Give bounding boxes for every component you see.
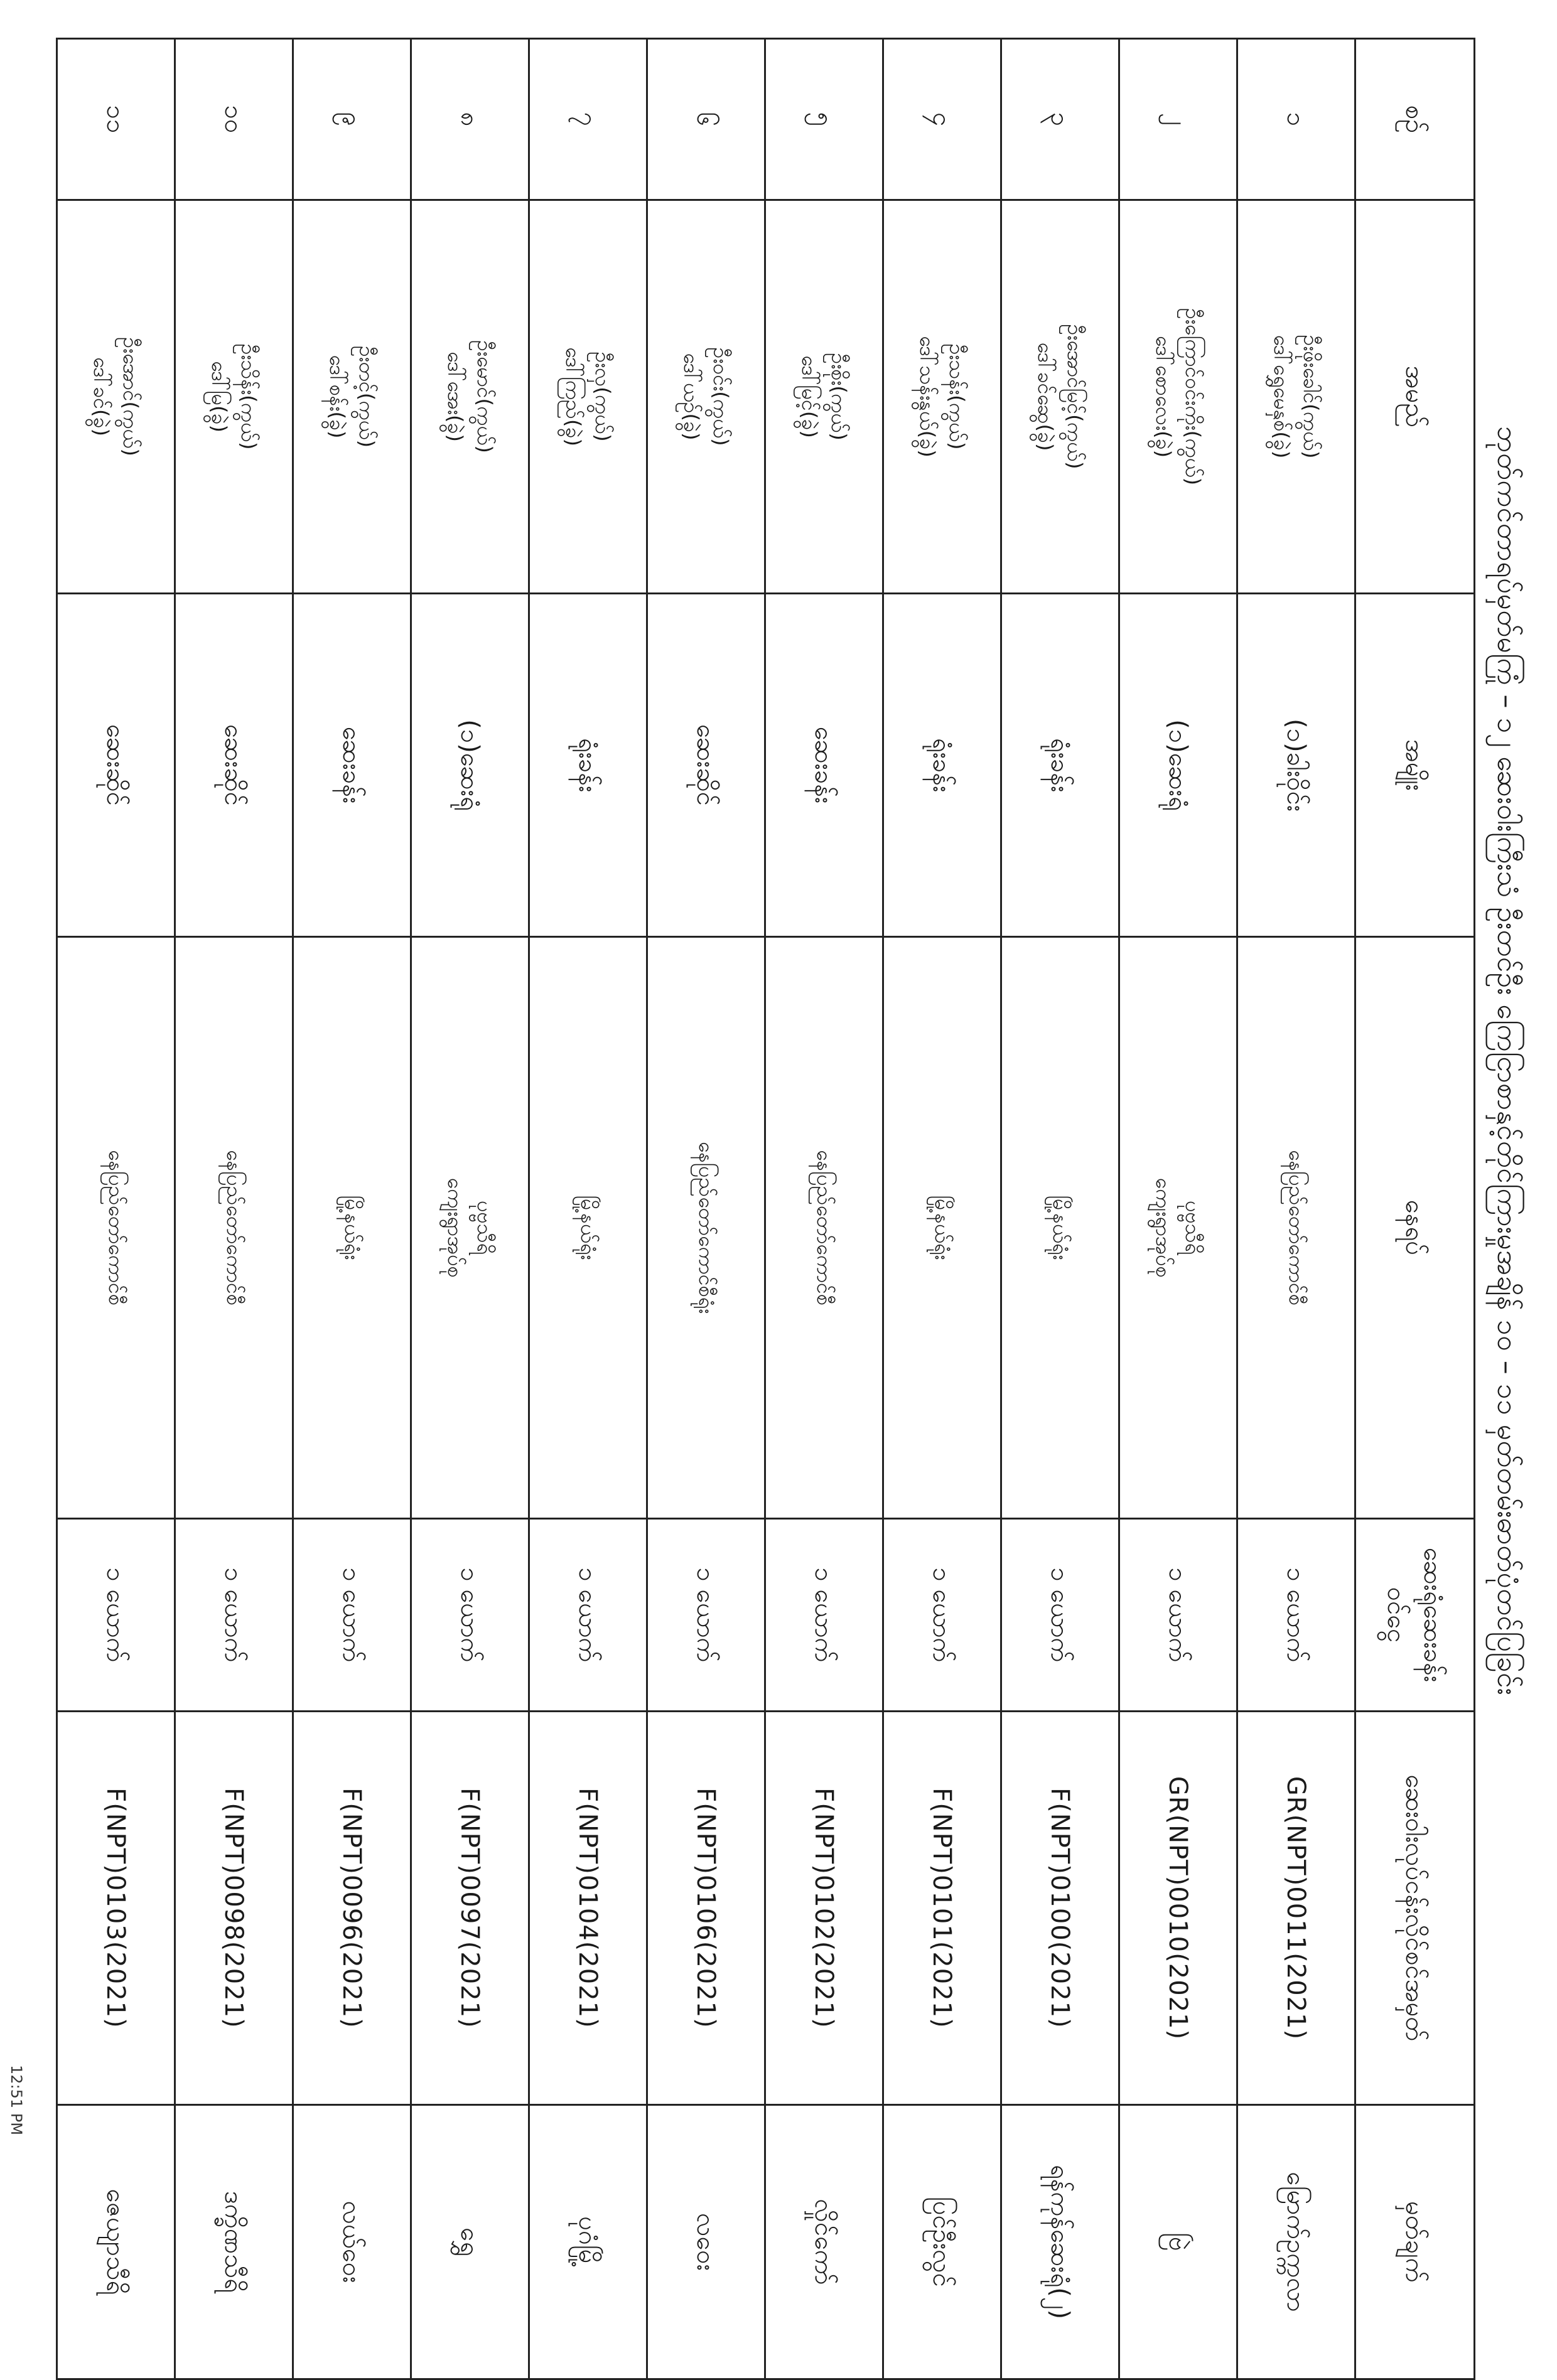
name-line: ဦးသိန်း(ကွယ်) [236,343,261,450]
records-table [56,38,1475,2380]
row-no: ၆ [647,39,765,200]
name-line: ဦးမောင်(ကွယ်) [472,340,497,453]
row-count: ၁ ယောက် [411,1519,529,1712]
row-no: ၂ [1119,39,1237,200]
type-line: ဆေးဆိုင် [101,724,131,806]
row-name [293,200,411,594]
row-type [647,594,765,937]
row-place [175,937,293,1519]
row-remark: လဝေး [647,2105,765,2379]
row-permit: F(NPT)0102(2021) [765,1712,883,2105]
row-name [411,200,529,594]
table-row [1237,39,1355,2379]
place-line: နေပြည်တော်ကောင်စီ [812,1150,836,1305]
table-row [57,39,175,2379]
row-name [647,200,765,594]
name-line: ဒေါ်သန်းနွယ်(ခွဲ) [915,336,940,458]
row-name [1001,200,1119,594]
name-line: ဦးအောင်(ကွယ်) [118,337,143,456]
row-place [411,937,529,1519]
type-line: ဆေးဆိုင် [219,724,249,806]
row-type [529,594,647,937]
place-line: မြို့နယ်ရုံး [576,1195,600,1260]
row-count: ၁ ယောက် [883,1519,1001,1712]
row-remark: ပြင်ဦးလွင် [883,2105,1001,2379]
row-type [1001,594,1119,937]
row-permit: F(NPT)0096(2021) [293,1712,411,2105]
table-row [883,39,1001,2379]
place-line: ပုဗ္ဗသီရိ [472,1201,497,1255]
row-type [175,594,293,937]
row-count: ၁ ယောက် [1001,1519,1119,1712]
row-permit: F(NPT)0098(2021) [175,1712,293,2105]
name-line: ဦးဖိုးခေါင်(ကွယ်) [1298,335,1323,459]
header-name: အမည် [1355,200,1475,594]
name-line: ဦးလှ(ကွယ်) [590,351,615,442]
row-type [1119,594,1237,937]
row-no: ၁၁ [57,39,175,200]
name-line: ဒေါ်ယဉ်(ခွဲ) [679,353,704,441]
type-line: ရုံးခန်း [1045,737,1075,793]
row-remark: ဗြဲ [1119,2105,1237,2379]
name-line: ဦးကြောင်ဝင်းကိုး(ကွယ်) [1180,308,1205,486]
row-name [1237,200,1355,594]
row-name [1119,200,1237,594]
row-place [293,937,411,1519]
table-row [411,39,529,2379]
row-no: ၅ [765,39,883,200]
name-line: ဒေါ်ရွှေမေနှစ်(ခွဲ) [1269,335,1294,459]
scan-timestamp: 12:51 PM [8,2065,25,2135]
name-line: ဒေါ်စောလေး(ခွဲ) [1151,335,1176,458]
table-row [529,39,647,2379]
row-count: ၁ ယောက် [1119,1519,1237,1712]
table-row [765,39,883,2379]
row-count: ၁ ယောက် [1237,1519,1355,1712]
name-line: ဦးစိုး(ကွယ်) [826,353,851,441]
row-permit: F(NPT)0100(2021) [1001,1712,1119,2105]
row-remark: ရန်ကုန်ဆေးရုံ(၂) [1001,2105,1119,2379]
place-line: မြို့နယ်ရုံး [1048,1195,1072,1260]
row-permit: F(NPT)0097(2021) [411,1712,529,2105]
name-line: ဒေါ်မြင့်(ခွဲ) [797,355,822,438]
place-line: မြို့နယ်ရုံး [340,1195,364,1260]
type-line: ရုံးခန်း [573,737,603,793]
type-line: ဆေးခန်း [337,726,367,804]
name-line: ဦးဝင်း(ကွယ်) [708,347,733,446]
type-line: ရုံးခန်း [927,737,957,793]
table-row [1119,39,1237,2379]
name-line: ဒေါ်အေး(ခွဲ) [443,351,468,442]
row-count: ၁ ယောက် [293,1519,411,1712]
row-remark: ဒက္ခိဏသီရိ [175,2105,293,2379]
row-place [765,937,883,1519]
type-line: ဆေးဆိုင် [691,724,721,806]
row-remark: ပုဂံမြို့ [529,2105,647,2379]
row-no: ၇ [529,39,647,200]
place-line: နေပြည်တော်ကောင်စီ [222,1150,246,1305]
row-remark: လှိုင်ကော် [765,2105,883,2379]
header-no: စဉ် [1355,39,1475,200]
row-place [1001,937,1119,1519]
row-count: ၁ ယောက် [765,1519,883,1712]
row-type [1237,594,1355,937]
name-line: ဒေါ်ခင်(ခွဲ) [89,357,114,436]
row-type [57,594,175,937]
row-permit: GR(NPT)0010(2021) [1119,1712,1237,2105]
type-line: (၁)ဆေးရုံ [455,719,485,811]
row-name [57,200,175,594]
row-remark: လယ်ဝေး [293,2105,411,2379]
place-line: နေပြည်တော်ကောင်စီရုံး [694,1141,718,1314]
row-remark: ရွှေ [411,2105,529,2379]
row-no: ၉ [293,39,411,200]
header-remark: မှတ်ချက် [1355,2105,1475,2379]
document-title: ဘုတ်ကင်တာရပ်မှတ်မကြုံ – ၁၂ ဆေးဝါးကြီးသံ ဦးတင်ဦး ကြေငြာစာနှင့်တိုင်ကြားမှုအချိန် ၁၀ – ၁၁ မှတ်တမ်းဓာတ်ပုံတင်ပြခြင်း [1491,426,1523,1696]
name-line: ဦးတင့်(ကွယ်) [354,345,379,448]
name-line: ဒေါ်ကြည်(ခွဲ) [561,347,586,446]
header-type: အမျိုး [1355,594,1475,937]
row-count: ၁ ယောက် [175,1519,293,1712]
row-no: ၁ [1237,39,1355,200]
type-line: ဆေးခန်း [809,726,839,804]
row-no: ၄ [883,39,1001,200]
row-name [529,200,647,594]
header-count: ဆေးရုံဆေးခန်း ဝင်ငွေ [1355,1519,1475,1712]
row-no: ၃ [1001,39,1119,200]
row-type [411,594,529,937]
row-permit: GR(NPT)0011(2021) [1237,1712,1355,2105]
row-count: ၁ ယောက် [529,1519,647,1712]
row-type [765,594,883,937]
row-place [57,937,175,1519]
row-permit: F(NPT)0101(2021) [883,1712,1001,2105]
row-name [765,200,883,594]
row-name [883,200,1001,594]
row-remark: မြောက်ဥက္ကလာ [1237,2105,1355,2379]
place-line: နေပြည်တော်ကောင်စီ [1284,1150,1308,1305]
row-permit: F(NPT)0103(2021) [57,1712,175,2105]
row-type [883,594,1001,937]
type-line: (၁)ခါးဝိုင်း [1281,718,1311,812]
header-place: နေရပ် [1355,937,1475,1519]
row-name [175,200,293,594]
header-permit: ဆေးဝါးလုပ်ငန်းလိုင်စင်အမှတ် [1355,1712,1475,2105]
name-line: ဦးအောင်မြင့်(ကွယ်) [1062,324,1087,469]
table-row [647,39,765,2379]
row-place [529,937,647,1519]
place-line: ကျေးရွာအုပ်စု [1151,1177,1176,1278]
place-line: မြို့နယ်ရုံး [930,1195,954,1260]
name-line: ဒေါ်မြ(ခွဲ) [207,361,232,432]
type-line: (၁)ဆေးရုံ [1163,719,1193,811]
name-line: ဒေါ်ခင်ဆွေ(ခွဲ) [1033,342,1058,451]
row-place [883,937,1001,1519]
row-no: ၁၀ [175,39,293,200]
row-place [647,937,765,1519]
row-place [1237,937,1355,1519]
row-permit: F(NPT)0104(2021) [529,1712,647,2105]
name-line: ဦးသန်း(ကွယ်) [944,343,969,450]
place-line: ကျေးရွာအုပ်စု [443,1177,468,1278]
name-line: ဒေါ်စန်း(ခွဲ) [325,355,350,439]
header-row [1355,39,1475,2379]
row-remark: ဇေယျာသီရိ [57,2105,175,2379]
row-type [293,594,411,937]
row-count: ၁ ယောက် [647,1519,765,1712]
row-permit: F(NPT)0106(2021) [647,1712,765,2105]
table-row [175,39,293,2379]
place-line: နေပြည်တော်ကောင်စီ [104,1150,128,1305]
row-count: ၁ ယောက် [57,1519,175,1712]
table-row [293,39,411,2379]
place-line: ပုဗ္ဗသီရိ [1180,1201,1205,1255]
row-no: ၈ [411,39,529,200]
row-place [1119,937,1237,1519]
table-row [1001,39,1119,2379]
